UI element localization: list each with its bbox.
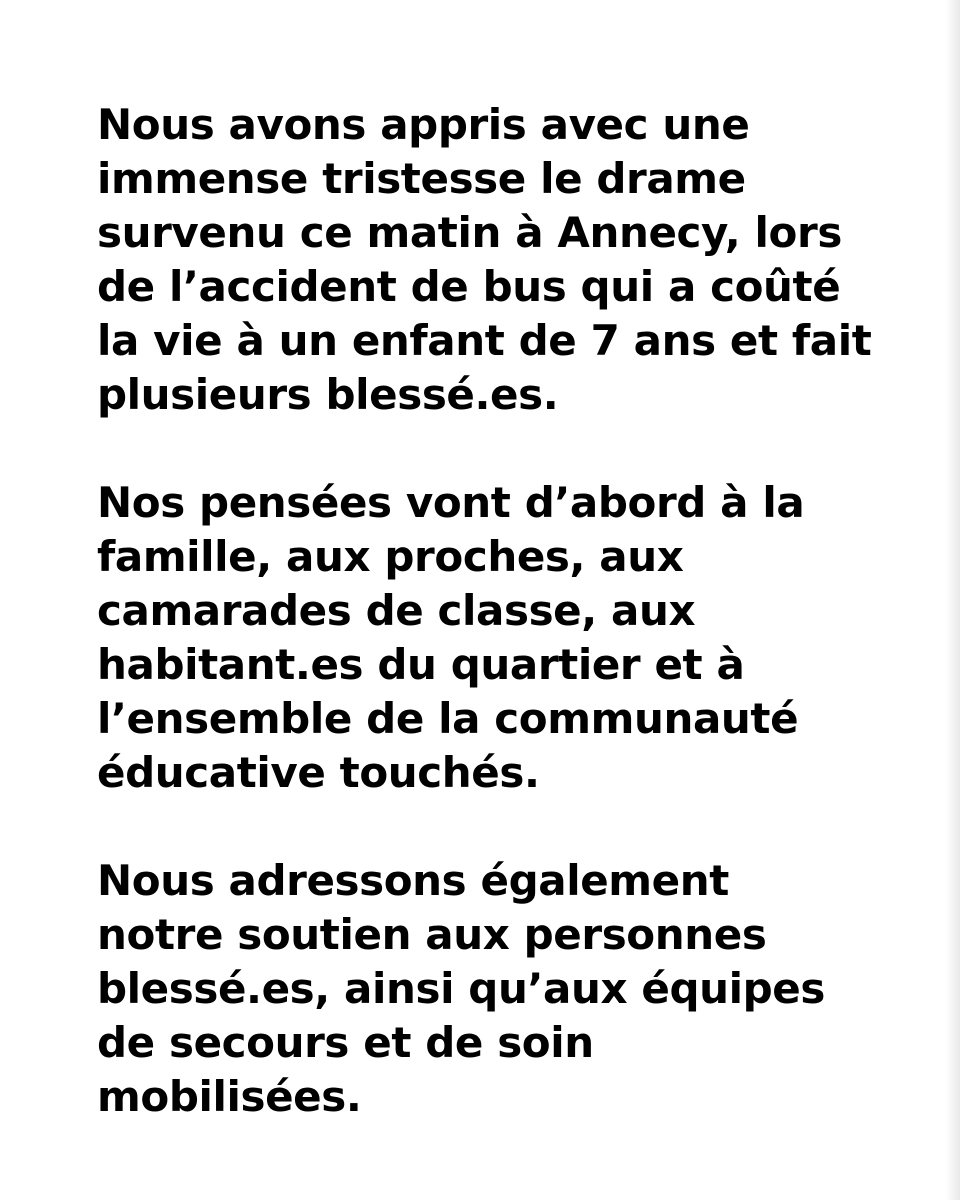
text-line: camarades de classe, aux	[97, 586, 696, 635]
statement-text	[97, 98, 937, 1124]
text-line: blessé.es, ainsi qu’aux équipes	[97, 964, 825, 1013]
text-line: Nous avons appris avec une	[97, 100, 750, 149]
text-line: Nous adressons également	[97, 856, 729, 905]
paragraph-condolences	[97, 98, 937, 422]
paragraph-support	[97, 854, 937, 1124]
text-line: habitant.es du quartier et à	[97, 640, 745, 689]
text-line: de l’accident de bus qui a coûté	[97, 262, 841, 311]
text-line: la vie à un enfant de 7 ans et fait	[97, 316, 872, 365]
text-line: plusieurs blessé.es.	[97, 370, 559, 419]
page-edge-shadow	[946, 0, 960, 1200]
text-line: de secours et de soin	[97, 1018, 594, 1067]
text-line: mobilisées.	[97, 1072, 362, 1121]
text-line: éducative touchés.	[97, 748, 540, 797]
text-line: famille, aux proches, aux	[97, 532, 684, 581]
text-line: survenu ce matin à Annecy, lors	[97, 208, 842, 257]
paragraph-thoughts	[97, 476, 937, 800]
text-line: immense tristesse le drame	[97, 154, 746, 203]
text-line: Nos pensées vont d’abord à la	[97, 478, 805, 527]
text-line: l’ensemble de la communauté	[97, 694, 799, 743]
text-line: notre soutien aux personnes	[97, 910, 767, 959]
